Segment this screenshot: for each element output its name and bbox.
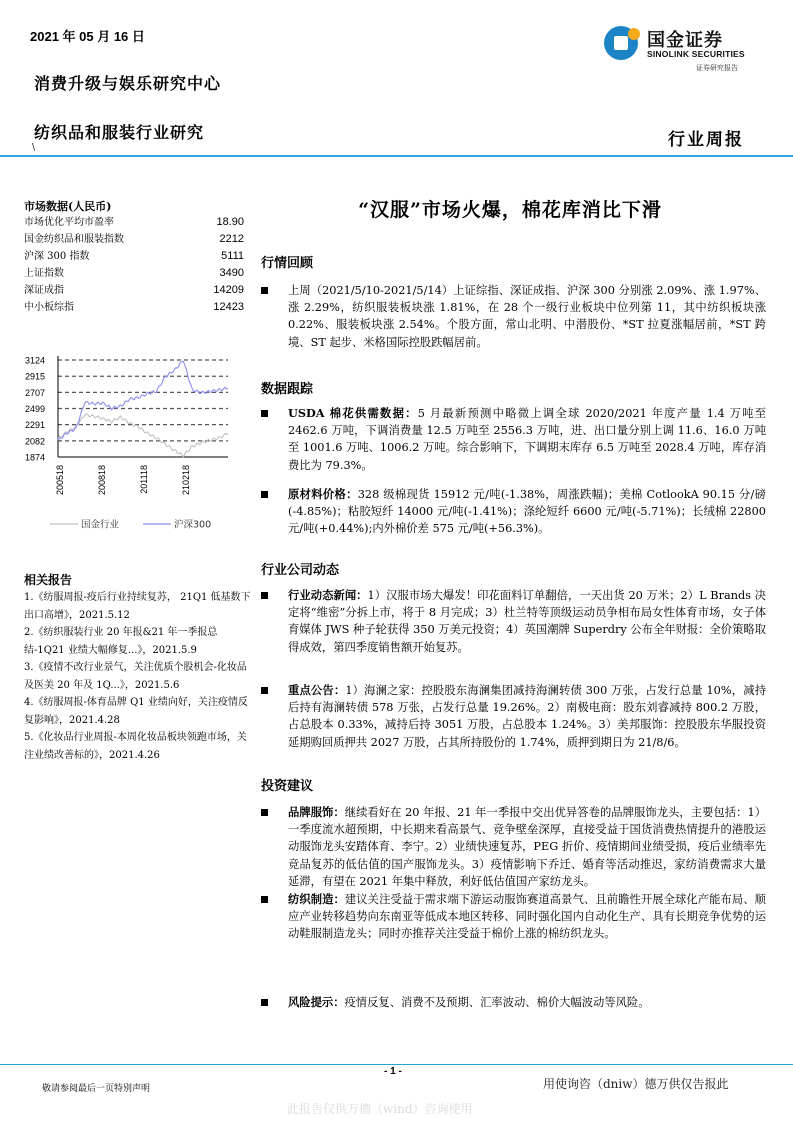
bullet-label: 重点公告： bbox=[288, 683, 346, 697]
footer-divider bbox=[0, 1064, 793, 1065]
square-bullet-icon bbox=[261, 999, 268, 1006]
related-report-link[interactable]: 4.《纺服周报-体育品牌 Q1 业绩向好，关注疫情反复影响》，2021.4.28 bbox=[24, 697, 248, 726]
bullet-item bbox=[261, 804, 766, 890]
usage-note-mirrored: 用使询咨（dniw）德万供仅告报此 bbox=[543, 1077, 729, 1091]
y-tick-label: 2291 bbox=[24, 420, 45, 431]
y-tick-label: 1874 bbox=[24, 452, 45, 463]
series-line bbox=[58, 414, 228, 457]
y-tick-label: 2499 bbox=[24, 404, 45, 414]
main-title: “汉服”市场火爆，棉花库消比下滑 bbox=[358, 199, 662, 221]
market-data-value: 3490 bbox=[219, 267, 244, 279]
bullet-item bbox=[261, 994, 766, 1011]
page-number: - 1 - bbox=[384, 1066, 402, 1077]
market-data-label: 沪深 300 指数 bbox=[24, 251, 90, 262]
bullet-label: 行业动态新闻： bbox=[288, 588, 368, 602]
square-bullet-icon bbox=[261, 896, 268, 903]
industry-name: 纺织品和服装行业研究 bbox=[34, 123, 205, 142]
related-report-link[interactable]: 1.《纺服周报-疫后行业持续复苏， 21Q1 低基数下出口高增》，2021.5.12 bbox=[24, 592, 251, 621]
market-data-row bbox=[24, 282, 244, 299]
market-data-row bbox=[24, 248, 244, 265]
watermark: 此报告仅供万德（wind）咨询使用 bbox=[287, 1102, 473, 1116]
report-date: 2021 年 05 月 16 日 bbox=[30, 29, 145, 44]
bullet-item bbox=[261, 682, 766, 751]
bullet-item bbox=[261, 282, 766, 351]
related-reports-list bbox=[24, 589, 254, 764]
market-data-row bbox=[24, 214, 244, 231]
sinolink-logo bbox=[604, 24, 764, 74]
market-data-value: 14209 bbox=[213, 284, 244, 296]
square-bullet-icon bbox=[261, 687, 268, 694]
square-bullet-icon bbox=[261, 491, 268, 498]
bullet-label: 品牌服饰： bbox=[288, 805, 345, 819]
related-report-link[interactable]: 3.《疫情不改行业景气，关注优质个股机会-化妆品及医美 20 年及 1Q...》，2021.5.6 bbox=[24, 662, 247, 691]
bullet-text: 1）海澜之家：控股股东海澜集团减持海澜转债 300 万张，占发行总量 10%，减持后持有海澜转债 578 万张，占发行总量 19.26%。2）南极电商：股东刘睿减持 800.2 万股，占总股本 0.33%，减持后持 3051 万股，占总股本 1.24%。3）美邦服饰：控股股东华服投资延期购回质押共 2027 万股，占其所持股份的 1.74%，质押到期日为 21/8/6。 bbox=[288, 684, 766, 749]
y-tick-label: 3124 bbox=[24, 355, 45, 366]
square-bullet-icon bbox=[261, 809, 268, 816]
bullet-text: 建议关注受益于需求端下游运动服饰赛道高景气、且前瞻性开展全球化产能布局、顺应产业转移趋势向东南亚等低成本地区转移、同时强化国内自动化生产、具有长期竞争优势的运动鞋服制造龙头；同时亦推荐关注受益于棉价上涨的棉纺织龙头。 bbox=[288, 893, 766, 941]
square-bullet-icon bbox=[261, 410, 268, 417]
market-data-label: 深证成指 bbox=[24, 285, 64, 296]
related-report-link[interactable]: 2.《纺织服装行业 20 年报&21 年一季报总结-1Q21 业绩大幅修复...》，2021.5.9 bbox=[24, 627, 218, 656]
market-data-row bbox=[24, 231, 244, 248]
market-data-value: 2212 bbox=[219, 233, 244, 245]
bullet-item bbox=[261, 587, 766, 656]
y-tick-label: 2082 bbox=[24, 436, 45, 447]
report-type: 行业周报 bbox=[668, 130, 744, 150]
x-tick-label: 201118 bbox=[139, 465, 149, 494]
bullet-text: 疫情反复、消费不及预期、汇率波动、棉价大幅波动等风险。 bbox=[344, 996, 650, 1009]
section-heading: 数据跟踪 bbox=[261, 382, 314, 397]
bullet-text: 上周（2021/5/10-2021/5/14）上证综指、深证成指、沪深 300 分别涨 2.09%、涨 1.97%、涨 2.29%，纺织服装板块涨 1.81%，在 28 个一级行业板块中位列第 11，其中纺织板块涨 0.22%、服装板块涨 2.54%。个股方面，常山北明、中潜股份、*ST 拉夏涨幅居前，*ST 跨境、ST 起步、米格国际控股跌幅居前。 bbox=[288, 284, 766, 349]
square-bullet-icon bbox=[261, 287, 268, 294]
market-data-label: 上证指数 bbox=[24, 268, 64, 279]
bullet-text: 5 月最新预测中略微上调全球 2020/2021 年度产量 1.4 万吨至 2462.6 万吨，下调消费量 12.5 万吨至 2556.3 万吨，进、出口量分别上调 11.6、16.0 万吨至 1001.6 万吨、1006.2 万吨。综合影响下，下调期末库存 6.5 万吨至 2028.4 万吨，库存消费比为 79.3%。 bbox=[288, 407, 767, 472]
bullet-item bbox=[261, 891, 766, 943]
square-bullet-icon bbox=[261, 592, 268, 599]
logo-dot-icon bbox=[628, 28, 640, 40]
bullet-text: 1）汉服市场大爆发！印花面料订单翻倍，一天出货 20 万米；2）L Brands 决定将“维密”分拆上市，将于 8 月完成；3）杜兰特等顶级运动员争相布局女性体育市场，女子体育媒体 JWS 种子轮获得 350 万美元投资；4）英国潮牌 Superdry 公布全年财报：全价策略取得成效，第四季度销售额开始复苏。 bbox=[288, 589, 766, 654]
logo-en-text: SINOLINK SECURITIES bbox=[647, 49, 745, 59]
logo-subtitle: 证券研究报告 bbox=[696, 64, 738, 72]
legend-label: 沪深300 bbox=[174, 519, 212, 531]
y-tick-label: 2707 bbox=[24, 387, 45, 398]
market-data-value: 5111 bbox=[221, 250, 244, 262]
bullet-label: 风险提示： bbox=[288, 995, 345, 1009]
market-data-row bbox=[24, 265, 244, 282]
index-comparison-chart bbox=[18, 348, 243, 538]
stray-mark: \ bbox=[32, 143, 36, 153]
market-data-table bbox=[24, 214, 244, 316]
x-tick-label: 210218 bbox=[181, 465, 191, 496]
section-heading: 投资建议 bbox=[261, 779, 314, 794]
related-report-link[interactable]: 5.《化妆品行业周报-本周化妆品板块领跑市场，关注业绩改善标的》，2021.4.26 bbox=[24, 732, 247, 761]
bullet-item bbox=[261, 486, 766, 538]
market-data-label: 国金纺织品和服装指数 bbox=[24, 234, 124, 245]
bullet-text: 继续看好在 20 年报、21 年一季报中交出优异答卷的品牌服饰龙头，主要包括：1）一季度流水超预期，中长期来看高景气、竞争壁垒深厚，直接受益于国货消费热情提升的港股运动服饰龙头安踏体育、李宁。2）业绩快速复苏，PEG 折价、疫情期间业绩受损，疫后业绩率先竞品复苏的低估值的国产服饰龙头。3）疫情影响下乔迁、婚育等活动推迟，家纺消费需求大量延滞，有望在 2021 年集中释放，利好低估值国产家纺龙头。 bbox=[288, 806, 766, 888]
x-tick-label: 200818 bbox=[97, 465, 107, 496]
market-data-label: 市场优化平均市盈率 bbox=[24, 217, 114, 228]
market-data-value: 18.90 bbox=[216, 216, 244, 228]
market-data-label: 中小板综指 bbox=[24, 302, 74, 313]
research-center-name: 消费升级与娱乐研究中心 bbox=[34, 74, 222, 93]
y-tick-label: 2915 bbox=[24, 371, 45, 382]
logo-cn-text: 国金证券 bbox=[647, 30, 723, 51]
series-line bbox=[58, 362, 228, 441]
disclaimer-note: 敬请参阅最后一页特别声明 bbox=[42, 1084, 151, 1094]
section-heading: 行业公司动态 bbox=[261, 563, 340, 578]
market-data-row bbox=[24, 299, 244, 316]
legend-label: 国金行业 bbox=[81, 519, 120, 531]
market-data-title: 市场数据(人民币) bbox=[24, 200, 112, 213]
header-divider bbox=[0, 155, 793, 157]
market-data-value: 12423 bbox=[213, 301, 244, 313]
bullet-item bbox=[261, 405, 766, 474]
bullet-label: USDA 棉花供需数据： bbox=[288, 406, 418, 420]
bullet-label: 纺织制造： bbox=[288, 892, 345, 906]
related-reports-title: 相关报告 bbox=[24, 573, 73, 587]
bullet-text: 328 级棉现货 15912 元/吨(-1.38%，周涨跌幅)；美棉 CotlookA 90.15 分/磅(-4.85%)；粘胶短纤 14000 元/吨(-1.41%)；涤纶短纤 6600 元/吨(-5.71%)；长绒棉 22800 元/吨(+0.44%);内外棉价差 575 元/吨(+56.3%)。 bbox=[288, 488, 766, 536]
section-heading: 行情回顾 bbox=[261, 256, 314, 271]
bullet-label: 原材料价格： bbox=[288, 487, 358, 501]
x-tick-label: 200518 bbox=[55, 465, 65, 496]
chart-canvas bbox=[18, 348, 243, 538]
